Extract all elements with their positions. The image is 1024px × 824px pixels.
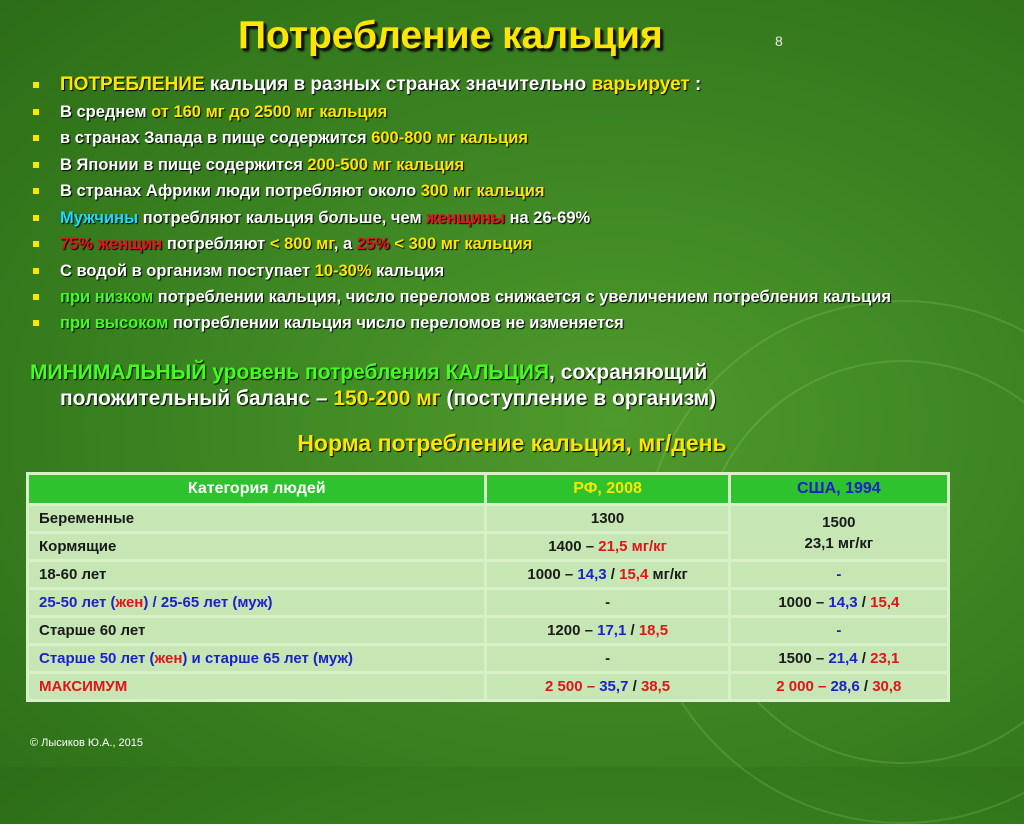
cell-usa: 2 000 – 28,6 / 30,8 xyxy=(729,673,948,701)
bullet-item: Мужчины потребляют кальция больше, чем женщины на 26-69% xyxy=(30,205,990,232)
cell-usa: 1500 – 21,4 / 23,1 xyxy=(729,645,948,673)
header-category: Категория людей xyxy=(28,474,486,505)
cell-usa: 1500 23,1 мг/кг xyxy=(729,505,948,561)
cell-category: Беременные xyxy=(28,505,486,533)
bullet-item: С водой в организм поступает 10-30% кальция xyxy=(30,258,990,285)
bullet-item: при низком потреблении кальция, число переломов снижается с увеличением потребления кальция xyxy=(30,284,990,310)
cell-category: МАКСИМУМ xyxy=(28,673,486,701)
cell-category: 18-60 лет xyxy=(28,561,486,589)
copyright-footer: © Лысиков Ю.А., 2015 xyxy=(30,737,144,749)
cell-rf: - xyxy=(486,645,729,673)
cell-usa: - xyxy=(729,561,948,589)
bullet-square-icon xyxy=(33,162,39,168)
cell-rf: - xyxy=(486,589,729,617)
cell-category: Старше 50 лет (жен) и старше 65 лет (муж) xyxy=(28,645,486,673)
bullet-square-icon xyxy=(33,320,39,326)
slide-title: Потребление кальция xyxy=(238,14,663,57)
cell-usa: - xyxy=(729,617,948,645)
bullet-item: при высоком потреблении кальция число переломов не изменяется xyxy=(30,310,990,337)
cell-rf: 1300 xyxy=(486,505,729,533)
bullet-square-icon xyxy=(33,109,39,115)
bullet-item: В странах Африки люди потребляют около 300 мг кальция xyxy=(30,178,990,205)
table-title: Норма потребление кальция, мг/день xyxy=(297,430,727,456)
header-rf: РФ, 2008 xyxy=(486,474,729,505)
cell-rf: 1200 – 17,1 / 18,5 xyxy=(486,617,729,645)
minimal-line-2: положительный баланс – 150-200 мг (поступление в организм) xyxy=(60,387,717,410)
bullet-square-icon xyxy=(33,294,39,300)
calcium-norm-table xyxy=(26,472,950,702)
cell-rf: 2 500 – 35,7 / 38,5 xyxy=(486,673,729,701)
table-row xyxy=(28,617,949,645)
bullet-item: В среднем от 160 мг до 2500 мг кальция xyxy=(30,99,990,126)
bullet-square-icon xyxy=(33,135,39,141)
bullet-list xyxy=(30,72,990,337)
table-row xyxy=(28,505,949,533)
bullet-item: в странах Запада в пище содержится 600-800 мг кальция xyxy=(30,125,990,152)
table-header-row xyxy=(28,474,949,505)
cell-category: Старше 60 лет xyxy=(28,617,486,645)
bullet-item: 75% женщин потребляют < 800 мг, а 25% < 300 мг кальция xyxy=(30,231,990,258)
bullet-square-icon xyxy=(33,241,39,247)
table-row xyxy=(28,645,949,673)
table-row xyxy=(28,561,949,589)
cell-rf: 1400 – 21,5 мг/кг xyxy=(486,533,729,561)
bullet-item: В Японии в пище содержится 200-500 мг кальция xyxy=(30,152,990,179)
header-usa: США, 1994 xyxy=(729,474,948,505)
cell-category: Кормящие xyxy=(28,533,486,561)
bullet-square-icon xyxy=(33,82,39,88)
bullet-square-icon xyxy=(33,268,39,274)
cell-usa: 1000 – 14,3 / 15,4 xyxy=(729,589,948,617)
minimal-intake-statement: МИНИМАЛЬНЫЙ уровень потребления КАЛЬЦИЯ, сохраняющий положительный баланс – 150-200 мг (поступление в организм) xyxy=(30,360,990,412)
bullet-item: ПОТРЕБЛЕНИЕ кальция в разных странах значительно варьирует : xyxy=(30,72,990,99)
bullet-square-icon xyxy=(33,215,39,221)
slide-number: 8 xyxy=(775,33,783,49)
table-row xyxy=(28,589,949,617)
table-row xyxy=(28,673,949,701)
cell-category: 25-50 лет (жен) / 25-65 лет (муж) xyxy=(28,589,486,617)
bullet-square-icon xyxy=(33,188,39,194)
cell-rf: 1000 – 14,3 / 15,4 мг/кг xyxy=(486,561,729,589)
